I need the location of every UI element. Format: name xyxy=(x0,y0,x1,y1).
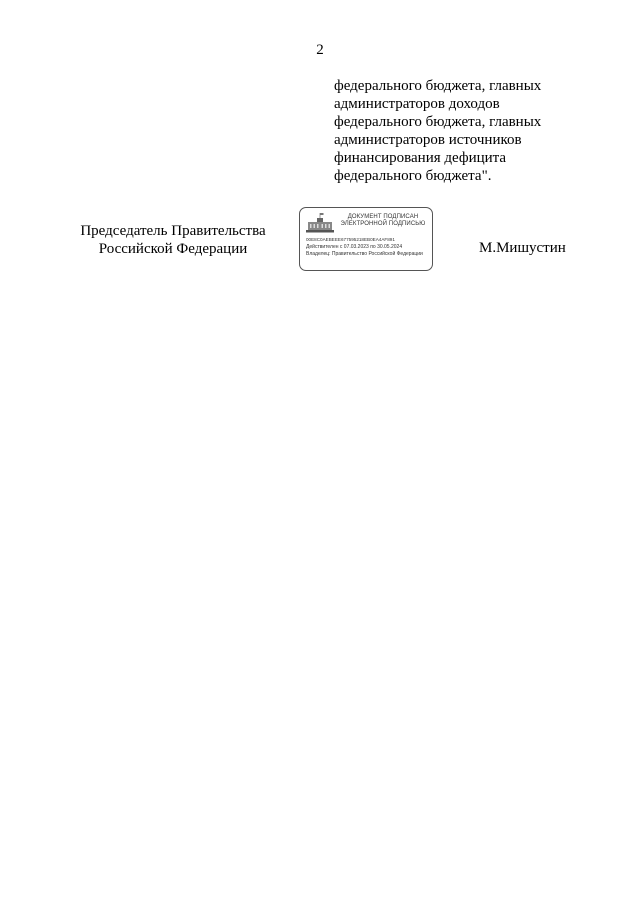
stamp-certificate: 00E8C0AEBEEE677595218EB0EA4AF891 xyxy=(306,237,395,242)
body-line: администраторов доходов xyxy=(334,96,500,112)
body-line: федерального бюджета, главных xyxy=(334,78,542,94)
stamp-heading xyxy=(336,214,430,228)
government-building-emblem-icon xyxy=(305,212,335,234)
stamp-owner: Владелец: Правительство Российской Федерации xyxy=(306,251,423,257)
stamp-heading-line: ДОКУМЕНТ ПОДПИСАН xyxy=(347,214,419,220)
stamp-validity: Действителен с 07.03.2023 по 30.05.2024 xyxy=(306,244,403,250)
body-text xyxy=(334,77,614,185)
stamp-heading-line: ЭЛЕКТРОННОЙ ПОДПИСЬЮ xyxy=(340,221,426,227)
body-line: федерального бюджета, главных xyxy=(334,114,542,130)
body-line: федерального бюджета". xyxy=(334,168,492,184)
page-number: 2 xyxy=(316,42,324,58)
body-line: финансирования дефицита xyxy=(334,150,507,166)
signer-name: М.Мишустин xyxy=(479,240,566,256)
body-line: администраторов источников xyxy=(334,132,522,148)
signer-title xyxy=(68,222,278,258)
signer-title-line: Российской Федерации xyxy=(98,241,248,257)
electronic-signature-stamp xyxy=(299,207,433,271)
signer-title-line: Председатель Правительства xyxy=(80,223,266,239)
